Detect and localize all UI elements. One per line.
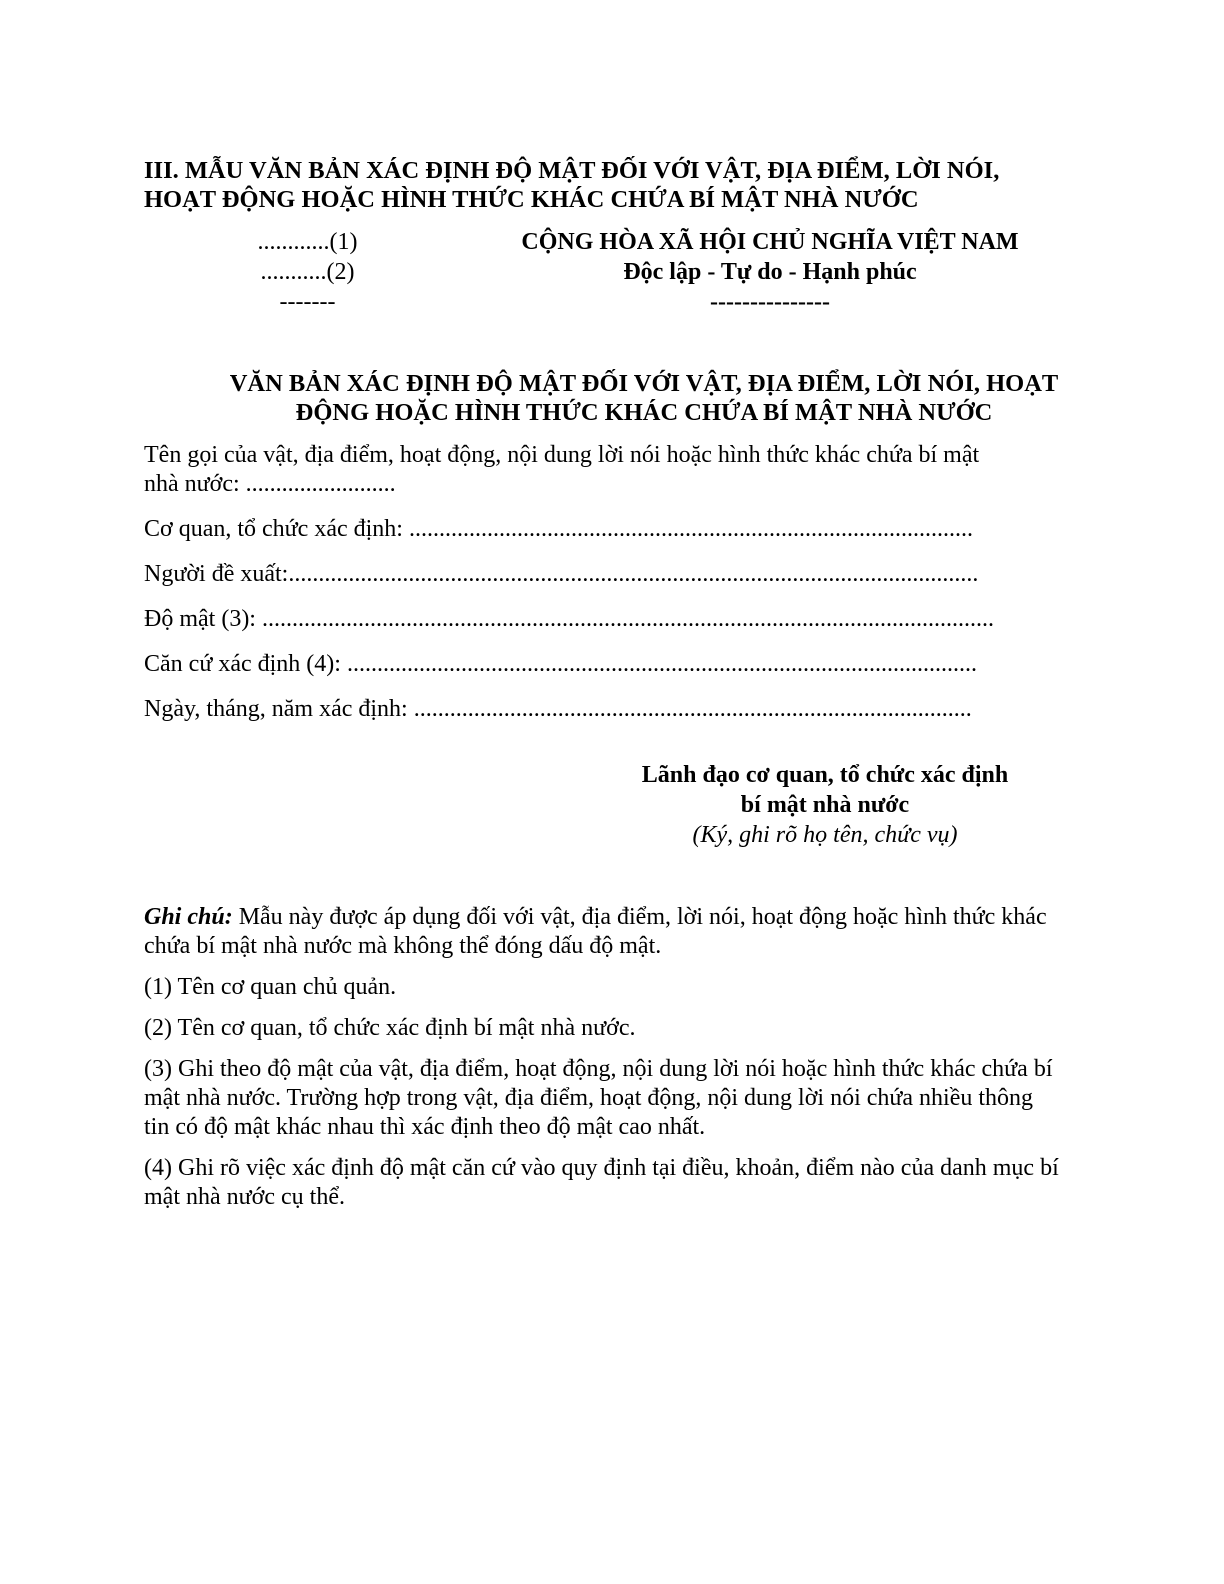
- note-item: (3) Ghi theo độ mật của vật, địa điểm, hoạt động, nội dung lời nói hoặc hình thức khác chứa bí mật nhà nước. Trường hợp trong vật, địa điểm, hoạt động, nội dung lời nói chứa nhiều thông tin có độ mật khác nhau thì xác định theo độ mật cao nhất.: [144, 1056, 1053, 1140]
- document-title-line: VĂN BẢN XÁC ĐỊNH ĐỘ MẬT ĐỐI VỚI VẬT, ĐỊA ĐIỂM, LỜI NÓI, HOẠT: [229, 370, 1059, 397]
- agency-divider: -------: [279, 289, 336, 315]
- agency-header: [200, 227, 415, 317]
- document-title-line: ĐỘNG HOẶC HÌNH THỨC KHÁC CHỨA BÍ MẬT NHÀ NƯỚC: [295, 399, 993, 426]
- parent-agency-placeholder: ............(1): [257, 229, 358, 255]
- field-item-name-line: nhà nước: .........................: [144, 471, 396, 497]
- signature-instruction: (Ký, ghi rõ họ tên, chức vụ): [692, 822, 958, 848]
- notes-intro: [144, 903, 1064, 961]
- section-heading-line: HOẠT ĐỘNG HOẶC HÌNH THỨC KHÁC CHỨA BÍ MẬT NHÀ NƯỚC: [144, 186, 919, 213]
- national-header: [470, 227, 1070, 317]
- document-title: [144, 369, 1144, 427]
- field-date: Ngày, tháng, năm xác định: .............................................................................................: [144, 696, 972, 722]
- national-motto: Độc lập - Tự do - Hạnh phúc: [623, 259, 917, 285]
- motto-divider: ---------------: [710, 289, 830, 315]
- notes-section: [144, 903, 1064, 1224]
- section-heading: [144, 156, 1064, 214]
- note-item: (2) Tên cơ quan, tổ chức xác định bí mật nhà nước.: [144, 1015, 636, 1041]
- field-proposer: Người đề xuất:...................................................................................................................: [144, 561, 979, 587]
- field-item-name: [144, 441, 1064, 499]
- signer-title: bí mật nhà nước: [740, 792, 910, 818]
- signature-block: [590, 760, 1060, 850]
- signer-title: Lãnh đạo cơ quan, tổ chức xác định: [641, 762, 1009, 788]
- notes-label: Ghi chú:: [144, 904, 233, 930]
- notes-intro-text: Mẫu này được áp dụng đối với vật, địa điểm, lời nói, hoạt động hoặc hình thức khác chứa bí mật nhà nước mà không thể đóng dấu độ mật.: [144, 904, 1047, 959]
- section-heading-line: III. MẪU VĂN BẢN XÁC ĐỊNH ĐỘ MẬT ĐỐI VỚI VẬT, ĐỊA ĐIỂM, LỜI NÓI,: [144, 157, 1000, 184]
- form-fields: [144, 441, 1064, 724]
- note-item: (1) Tên cơ quan chủ quản.: [144, 974, 397, 1000]
- field-item-name-line: Tên gọi của vật, địa điểm, hoạt động, nội dung lời nói hoặc hình thức khác chứa bí mật: [144, 442, 980, 468]
- issuing-agency-placeholder: ...........(2): [260, 259, 355, 285]
- field-basis: Căn cứ xác định (4): .........................................................................................................: [144, 651, 977, 677]
- country-name: CỘNG HÒA XÃ HỘI CHỦ NGHĨA VIỆT NAM: [521, 229, 1019, 255]
- note-item: (4) Ghi rõ việc xác định độ mật căn cứ vào quy định tại điều, khoản, điểm nào của danh mục bí mật nhà nước cụ thể.: [144, 1155, 1059, 1210]
- field-agency: Cơ quan, tổ chức xác định: ..............................................................................................: [144, 516, 973, 542]
- field-secrecy-level: Độ mật (3): ..........................................................................................................................: [144, 606, 994, 632]
